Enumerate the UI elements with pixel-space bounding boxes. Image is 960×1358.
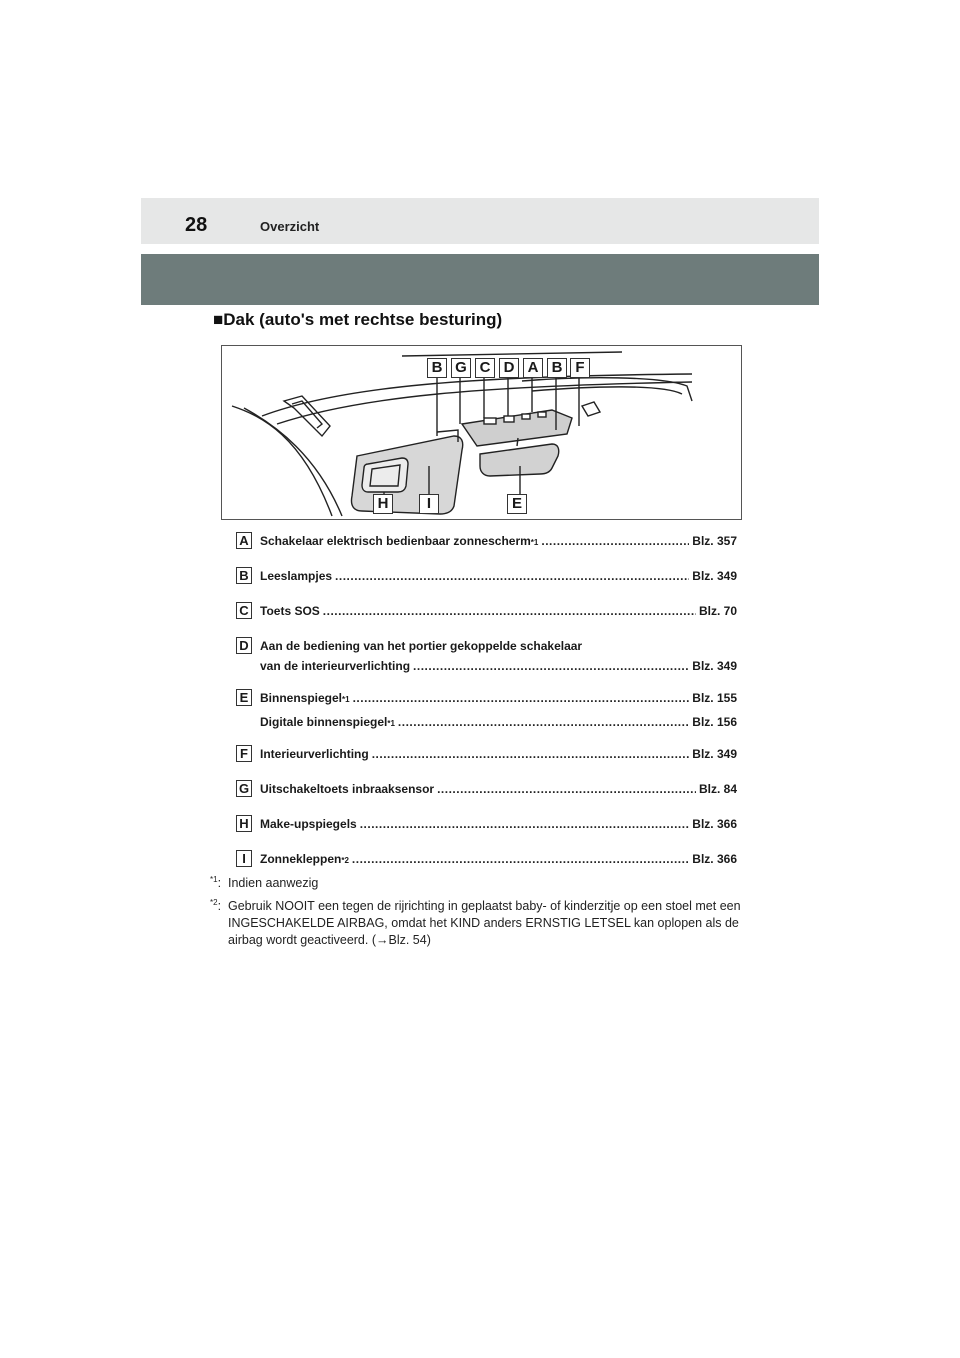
- legend-entry-i: [236, 850, 736, 868]
- dot-leader: [413, 659, 689, 673]
- page-reference[interactable]: Blz. 349: [692, 659, 737, 673]
- callout-f: F: [570, 358, 590, 378]
- legend-letter: C: [236, 602, 252, 619]
- callout-b2: B: [547, 358, 567, 378]
- dot-leader: [541, 534, 689, 548]
- dot-leader: [323, 604, 696, 618]
- legend-line: [260, 639, 737, 655]
- legend-line: Binnenspiegel *1 ..... Blz. 155: [260, 691, 737, 707]
- legend-line: [260, 659, 737, 675]
- callout-d: D: [499, 358, 519, 378]
- entry-label: Schakelaar elektrisch bedienbaar zonnescherm: [260, 534, 531, 548]
- dot-leader: [352, 852, 689, 866]
- entry-label: Interieurverlichting: [260, 747, 369, 761]
- footnote-mark-text: *1: [210, 875, 218, 884]
- legend-line: Digitale binnenspiegel *1 ..... Blz. 156: [260, 715, 737, 731]
- legend-line: [260, 569, 737, 585]
- footnote-text: Gebruik NOOIT een tegen de rijrichting in geplaatst baby- of kinderzitje op een stoel met een INGESCHAKELDE AIRBAG, omdat het KIND anders ERNSTIG LETSEL kan oplopen als de airbag wordt geactiveerd. (→Blz. 54): [228, 899, 741, 947]
- legend-entry-b: [236, 567, 736, 585]
- entry-label: Uitschakeltoets inbraaksensor: [260, 782, 435, 796]
- dot-leader: [437, 782, 696, 796]
- legend-letter: H: [236, 815, 252, 832]
- legend-letter: D: [236, 637, 252, 654]
- callout-g: G: [451, 358, 471, 378]
- legend-line: [260, 817, 737, 833]
- dot-leader: [372, 747, 690, 761]
- dot-leader: [398, 715, 689, 729]
- header-bar: [141, 198, 819, 244]
- legend-letter: G: [236, 780, 252, 797]
- entry-label: Binnenspiegel: [260, 691, 343, 705]
- page-reference[interactable]: Blz. 155: [692, 691, 737, 705]
- callout-c: C: [475, 358, 495, 378]
- section-heading: ■Dak (auto's met rechtse besturing): [213, 310, 503, 329]
- page-reference[interactable]: Blz. 84: [698, 782, 737, 796]
- page-reference[interactable]: Blz. 70: [698, 604, 737, 618]
- footnote-2: [210, 898, 750, 949]
- entry-label: Make-upspiegels: [260, 817, 357, 831]
- entry-label: Aan de bediening van het portier gekoppelde schakelaar: [260, 639, 583, 653]
- page-reference[interactable]: Blz. 156: [692, 715, 737, 729]
- legend-letter: A: [236, 532, 252, 549]
- page-number: 28: [185, 214, 208, 236]
- page-reference[interactable]: Blz. 366: [692, 852, 737, 866]
- legend-letter: F: [236, 745, 252, 762]
- callout-e: E: [507, 494, 527, 514]
- legend-line: [260, 782, 737, 798]
- legend-letter: I: [236, 850, 252, 867]
- callout-a: A: [523, 358, 543, 378]
- legend-line: [260, 604, 737, 620]
- entry-label: Digitale binnenspiegel: [260, 715, 388, 729]
- entry-label: Toets SOS: [260, 604, 320, 618]
- footnote-mark: $^{*1}$:: [210, 875, 222, 890]
- page-reference[interactable]: Blz. 366: [692, 817, 737, 831]
- legend-letter: B: [236, 567, 252, 584]
- legend-entry-d: [236, 637, 736, 677]
- legend-line: [260, 747, 737, 763]
- page-reference[interactable]: Blz. 349: [692, 569, 737, 583]
- dot-leader: [335, 569, 689, 583]
- legend-line: Zonnekleppen *2 ..... Blz. 366: [260, 852, 737, 868]
- footnote-1: [210, 875, 750, 892]
- legend-entry-e: [236, 689, 736, 729]
- callout-b: B: [427, 358, 447, 378]
- entry-label: van de interieurverlichting: [260, 659, 411, 673]
- dot-leader: [353, 691, 690, 705]
- entry-label: Zonnekleppen: [260, 852, 342, 866]
- callout-h: H: [373, 494, 393, 514]
- page-reference[interactable]: Blz. 357: [692, 534, 737, 548]
- legend-entry-g: [236, 780, 736, 798]
- legend-entry-h: [236, 815, 736, 833]
- callout-i: I: [419, 494, 439, 514]
- legend-letter: E: [236, 689, 252, 706]
- footnote-mark-text: *2: [210, 898, 218, 907]
- title-band: [141, 254, 819, 305]
- section-title: Overzicht: [260, 219, 320, 234]
- legend-line: Schakelaar elektrisch bedienbaar zonnescherm *1 ..... Blz. 357: [260, 534, 737, 550]
- footnote-text: Indien aanwezig: [228, 876, 319, 890]
- legend-entry-c: [236, 602, 736, 620]
- legend-entry-f: [236, 745, 736, 763]
- entry-label: Leeslampjes: [260, 569, 333, 583]
- page-reference[interactable]: Blz. 349: [692, 747, 737, 761]
- dot-leader: [360, 817, 690, 831]
- legend-entry-a: [236, 532, 736, 550]
- footnote-mark: $^{*2}$:: [210, 898, 222, 913]
